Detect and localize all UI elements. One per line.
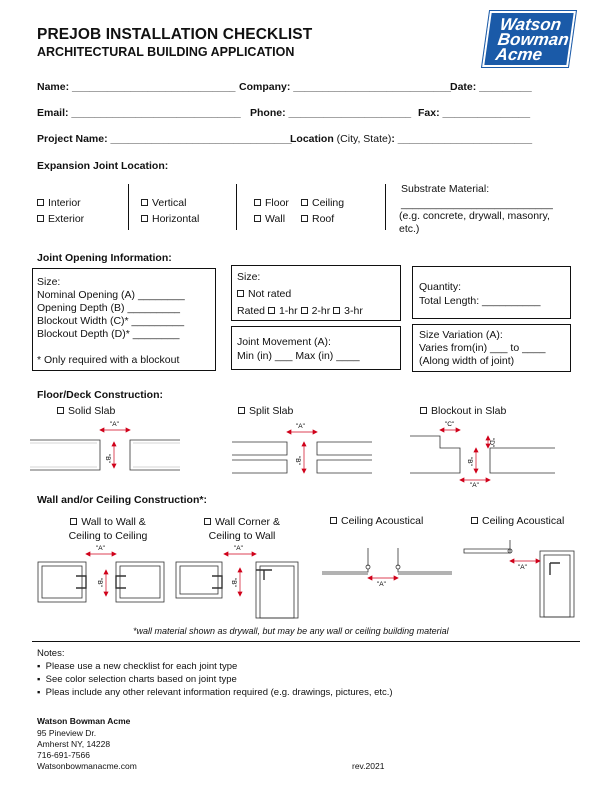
along-width-note: (Along width of joint)	[419, 355, 515, 367]
checkbox-icon[interactable]	[238, 407, 245, 414]
joint-opening-heading: Joint Opening Information:	[37, 252, 172, 264]
bullet-icon: ▪	[37, 687, 46, 698]
wall-to-wall-option[interactable]: Wall to Wall & Ceiling to Ceiling	[68, 516, 148, 542]
dim-label-b: "B"	[96, 578, 103, 587]
company-field[interactable]: Company: ___________________________	[239, 81, 451, 93]
fax-field[interactable]: Fax: _______________	[418, 107, 531, 119]
floor-deck-heading: Floor/Deck Construction:	[37, 389, 164, 401]
expansion-joint-heading: Expansion Joint Location:	[37, 160, 169, 172]
substrate-label: Substrate Material:	[401, 183, 490, 195]
checkbox-icon[interactable]	[330, 517, 337, 524]
checkbox-icon[interactable]	[301, 307, 308, 314]
dim-label-b: "B"	[294, 456, 301, 465]
total-length-field[interactable]: Total Length: __________	[419, 295, 541, 307]
divider	[236, 184, 237, 230]
dim-label-c: "C"	[445, 421, 455, 428]
checkbox-icon[interactable]	[141, 215, 148, 222]
wall-material-footnote: *wall material shown as drywall, but may be any wall or ceiling building material	[133, 626, 449, 636]
not-rated-option[interactable]: Not rated	[237, 288, 291, 300]
footer-company: Watson Bowman Acme	[37, 716, 131, 726]
checkbox-icon[interactable]	[301, 199, 308, 206]
split-slab-option[interactable]: Split Slab	[238, 405, 293, 417]
checkbox-icon[interactable]	[204, 518, 211, 525]
ceiling-option[interactable]: Ceiling	[301, 197, 344, 209]
size-label: Size:	[37, 276, 61, 288]
checkbox-icon[interactable]	[268, 307, 275, 314]
wall-ceiling-heading: Wall and/or Ceiling Construction*:	[37, 494, 207, 506]
min-max-field[interactable]: Min (in) ___ Max (in) ____	[237, 350, 360, 362]
divider	[32, 641, 580, 642]
substrate-hint: (e.g. concrete, drywall, masonry, etc.)	[399, 210, 550, 235]
checkbox-icon[interactable]	[471, 517, 478, 524]
wall-corner-option[interactable]: Wall Corner & Ceiling to Wall	[196, 515, 288, 543]
checkbox-icon[interactable]	[37, 199, 44, 206]
checkbox-icon[interactable]	[301, 215, 308, 222]
vertical-option[interactable]: Vertical	[141, 197, 186, 209]
solid-slab-option[interactable]: Solid Slab	[57, 405, 115, 417]
blockout-slab-option[interactable]: Blockout in Slab	[420, 405, 506, 417]
dim-label-a: "A"	[96, 545, 105, 552]
wall-option[interactable]: Wall	[254, 213, 285, 225]
rated-options: Rated 1-hr 2-hr 3-hr	[237, 305, 363, 317]
checkbox-icon[interactable]	[237, 290, 244, 297]
wall-to-wall-diagram	[36, 540, 166, 612]
roof-option[interactable]: Roof	[301, 213, 334, 225]
page-subtitle: ARCHITECTURAL BUILDING APPLICATION	[37, 45, 295, 59]
checkbox-icon[interactable]	[254, 215, 261, 222]
note-item: ▪ Pleas include any other relevant information required (e.g. drawings, pictures, etc.)	[37, 687, 393, 698]
note-item: ▪ See color selection charts based on joint type	[37, 674, 237, 685]
dim-label-a: "A"	[110, 421, 119, 428]
varies-field[interactable]: Varies from(in) ___ to ____	[419, 342, 546, 354]
checkbox-icon[interactable]	[141, 199, 148, 206]
dim-label-a: "A"	[377, 581, 386, 588]
blockout-depth-field[interactable]: Blockout Depth (D)* ________	[37, 328, 180, 340]
checkbox-icon[interactable]	[57, 407, 64, 414]
footer-address1: 95 Pineview Dr.	[37, 728, 97, 738]
footer-website[interactable]: Watsonbowmanacme.com	[37, 761, 137, 771]
ceiling-acoustical-option-2[interactable]: Ceiling Acoustical	[471, 515, 564, 527]
checkbox-icon[interactable]	[333, 307, 340, 314]
blockout-width-field[interactable]: Blockout Width (C)* _________	[37, 315, 185, 327]
ceiling-acoustical-diagram-2	[464, 535, 574, 617]
note-item: ▪ Please use a new checklist for each joint type	[37, 661, 238, 672]
checkbox-icon[interactable]	[420, 407, 427, 414]
blockout-slab-diagram	[410, 418, 555, 488]
floor-option[interactable]: Floor	[254, 197, 289, 209]
project-name-field[interactable]: Project Name: _______________________________	[37, 133, 292, 145]
page-title: PREJOB INSTALLATION CHECKLIST	[37, 26, 313, 43]
footer-phone: 716-691-7566	[37, 750, 90, 760]
revision-label: rev.2021	[352, 761, 385, 771]
ceiling-acoustical-option-1[interactable]: Ceiling Acoustical	[330, 515, 423, 527]
date-field[interactable]: Date: _________	[450, 81, 532, 93]
solid-slab-diagram	[30, 420, 180, 480]
footer-address2: Amherst NY, 14228	[37, 739, 111, 749]
joint-movement-box	[231, 326, 401, 370]
nominal-opening-field[interactable]: Nominal Opening (A) ________	[37, 289, 185, 301]
substrate-input-line[interactable]: __________________________	[401, 198, 553, 210]
ceiling-acoustical-diagram-1	[322, 540, 452, 590]
name-field[interactable]: Name: ____________________________	[37, 81, 236, 93]
fire-size-label: Size:	[237, 271, 261, 283]
dim-label-b: "B"	[104, 454, 111, 463]
dim-label-b: "B"	[466, 457, 473, 466]
quantity-label: Quantity:	[419, 281, 462, 293]
size-variation-label: Size Variation (A):	[419, 329, 503, 341]
bullet-icon: ▪	[37, 661, 46, 672]
wall-corner-diagram	[174, 538, 304, 618]
checkbox-icon[interactable]	[254, 199, 261, 206]
notes-heading: Notes:	[37, 648, 65, 659]
opening-depth-field[interactable]: Opening Depth (B) _________	[37, 302, 181, 314]
dim-label-a: "A"	[470, 482, 479, 489]
bullet-icon: ▪	[37, 674, 46, 685]
horizontal-option[interactable]: Horizontal	[141, 213, 199, 225]
location-field[interactable]: Location (City, State): _______________________	[290, 133, 533, 145]
dim-label-a: "A"	[296, 423, 305, 430]
split-slab-diagram	[232, 420, 372, 480]
divider	[385, 184, 386, 230]
dim-label-d: "D"	[488, 438, 495, 448]
blockout-note: * Only required with a blockout	[37, 354, 180, 366]
exterior-option[interactable]: Exterior	[37, 213, 84, 225]
checkbox-icon[interactable]	[70, 518, 77, 525]
company-logo: Watson Bowman Acme	[482, 11, 576, 67]
dim-label-a: "A"	[518, 564, 527, 571]
interior-option[interactable]: Interior	[37, 197, 81, 209]
dim-label-a: "A"	[234, 545, 243, 552]
phone-field[interactable]: Phone: _____________________	[250, 107, 412, 119]
email-field[interactable]: Email: _____________________________	[37, 107, 241, 119]
divider	[128, 184, 129, 230]
dim-label-b: "B"	[230, 578, 237, 587]
checkbox-icon[interactable]	[37, 215, 44, 222]
joint-movement-label: Joint Movement (A):	[237, 336, 331, 348]
